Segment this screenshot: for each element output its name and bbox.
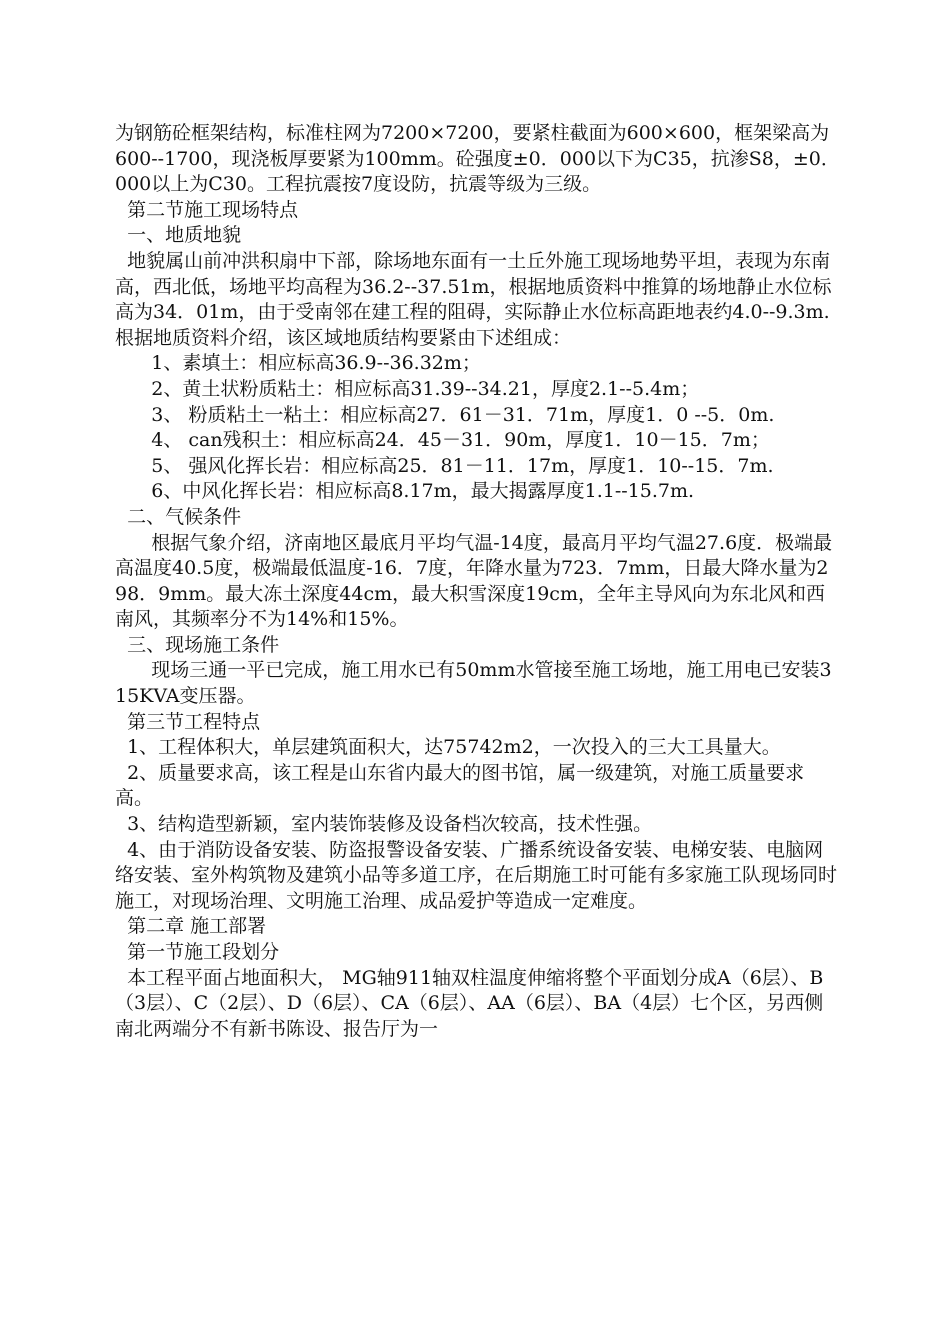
paragraph-site-conditions: 现场三通一平已完成，施工用水已有50mm水管接至施工场地，施工用电已安装315KVA变压器。 <box>115 659 832 708</box>
list-item-soil-6: 6、中风化挥长岩：相应标高8.17m，最大揭露厚度1.1--15.7m. <box>115 480 695 503</box>
paragraph-structure: 为钢筋砼框架结构，标准柱网为7200×7200，要紧柱截面为600×600，框架梁高为600--1700，现浇板厚要紧为100mm。砼强度±0．000以下为C35，抗渗S8，±0．000以上为C30。工程抗震按7度设防，抗震等级为三级。 <box>115 122 840 196</box>
subheading-geology: 一、地质地貌 <box>115 224 242 247</box>
paragraph-geology: 地貌属山前冲洪积扇中下部，除场地东面有一土丘外施工现场地势平坦，表现为东南高，西北低，场地平均高程为36.2--37.51m，根据地质资料中推算的场地静止水位标高为34．01m，由于受南邻在建工程的阻碍，实际静止水位标高距地表约4.0--9.3m.根据地质资料介绍，该区域地质结构要紧由下述组成： <box>115 249 832 349</box>
chapter-heading-deployment: 第二章 施工部署 <box>115 915 267 938</box>
list-item-feature-2: 2、质量要求高，该工程是山东省内最大的图书馆，属一级建筑，对施工质量要求高。 <box>115 761 805 810</box>
document-page <box>115 121 840 1042</box>
list-item-feature-1: 1、工程体积大，单层建筑面积大，达75742m2，一次投入的三大工具量大。 <box>115 736 781 759</box>
list-item-soil-1: 1、素填土：相应标高36.9--36.32m； <box>115 352 481 375</box>
subheading-climate: 二、气候条件 <box>115 505 242 528</box>
section-heading-segmentation: 第一节施工段划分 <box>115 941 280 963</box>
subheading-site-conditions: 三、现场施工条件 <box>115 633 280 656</box>
paragraph-segmentation: 本工程平面占地面积大， MG轴911轴双柱温度伸缩将整个平面划分成A（6层）、B（3层）、C（2层）、D（6层）、CA（6层）、AA（6层）、BA（4层）七个区，另西侧南北两端分不有新书陈设、报告厅为一 <box>115 966 824 1040</box>
list-item-soil-4: 4、 can残积土：相应标高24．45－31．90m，厚度1．10－15．7m； <box>115 429 770 452</box>
list-item-feature-3: 3、结构造型新颖，室内装饰装修及设备档次较高，技术性强。 <box>115 813 653 836</box>
paragraph-climate: 根据气象介绍，济南地区最底月平均气温-14度，最高月平均气温27.6度．极端最高温度40.5度，极端最低温度-16．7度，年降水量为723．7mm，日最大降水量为298．9mm。最大冻土深度44cm，最大积雪深度19cm，全年主导风向为东北风和西南风，其频率分不为14%和15%。 <box>115 531 833 631</box>
section-heading-site: 第二节施工现场特点 <box>115 198 299 221</box>
list-item-soil-5: 5、 强风化挥长岩：相应标高25．81－11．17m，厚度1．10--15．7m. <box>115 454 774 477</box>
list-item-feature-4: 4、由于消防设备安装、防盗报警设备安装、广播系统设备安装、电梯安装、电脑网络安装、室外构筑物及建筑小品等多道工序，在后期施工时可能有多家施工队现场同时施工，对现场治理、文明施工治理、成品爱护等造成一定难度。 <box>115 838 838 912</box>
section-heading-features: 第三节工程特点 <box>115 710 261 733</box>
list-item-soil-2: 2、黄土状粉质粘土：相应标高31.39--34.21，厚度2.1--5.4m； <box>115 377 700 400</box>
list-item-soil-3: 3、 粉质粘土一粘土：相应标高27．61－31．71m，厚度1．0 --5．0m. <box>115 403 775 426</box>
